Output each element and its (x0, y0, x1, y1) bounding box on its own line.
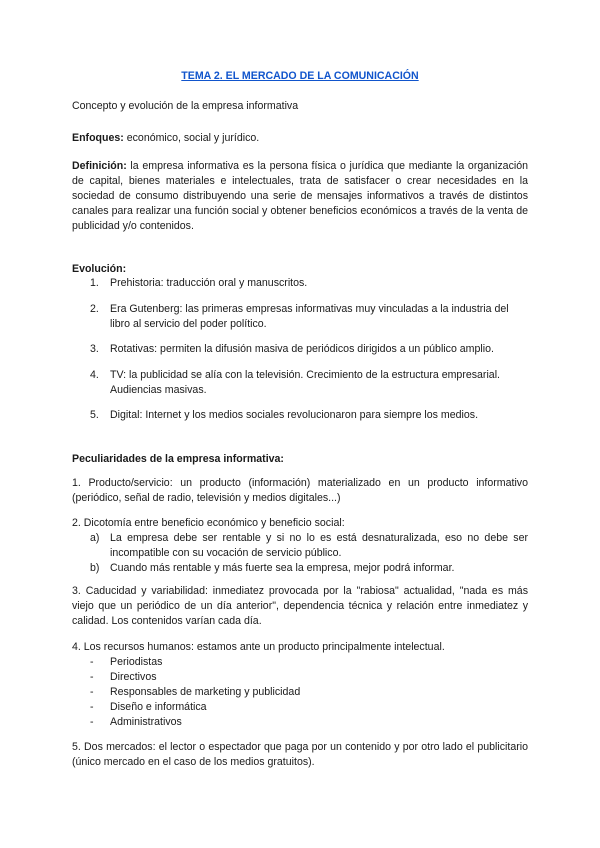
peculiaridad-5: 5. Dos mercados: el lector o espectador que paga por un contenido y por otro lado el publicitario (único mercado en el caso de los medios gratuitos). (72, 741, 528, 768)
definicion-paragraph (72, 159, 528, 234)
list-marker: - (90, 671, 94, 683)
list-text: Responsables de marketing y publicidad (110, 686, 301, 698)
section-subtitle: Concepto y evolución de la empresa informativa (72, 100, 299, 112)
definicion-text: la empresa informativa es la persona física o jurídica que mediante la organización de capital, bienes materiales e intelectuales, trata de satisfacer o crear necesidades en la sociedad de consumo distribuyendo una serie de mensajes informativos a través de distintos canales para realizar una función social y obtener beneficios económicos a través de la venta de publicidad y/o contenidos. (72, 160, 528, 232)
list-marker: b) (90, 562, 100, 574)
list-marker: - (90, 686, 94, 698)
evolucion-heading (72, 262, 528, 277)
list-text: Era Gutenberg: las primeras empresas informativas muy vinculadas a la industria del libro al servicio del poder político. (110, 303, 509, 330)
list-marker: a) (90, 532, 100, 544)
list-text: Periodistas (110, 656, 163, 668)
list-text: Diseño e informática (110, 701, 207, 713)
list-text: La empresa debe ser rentable y si no lo es está desnaturalizada, eso no debe ser incompatible con su vocación de servicio público. (110, 532, 528, 559)
peculiaridad-3: 3. Caducidad y variabilidad: inmediatez provocada por la "rabiosa" actualidad, "nada es más viejo que un periódico de un día anterior", dependencia técnica y relación entre inmediatez y calidad. Los contenidos varían cada día. (72, 585, 528, 627)
peculiaridad-4: 4. Los recursos humanos: estamos ante un producto principalmente intelectual. (72, 641, 445, 653)
peculiaridad-2: 2. Dicotomía entre beneficio económico y beneficio social: (72, 517, 345, 529)
list-marker: - (90, 656, 94, 668)
peculiaridad-1: 1. Producto/servicio: un producto (información) materializado en un producto informativo (periódico, señal de radio, televisión y medios digitales...) (72, 477, 528, 504)
list-number: 4. (90, 369, 99, 381)
list-number: 3. (90, 343, 99, 355)
evolucion-heading-text: Evolución: (72, 263, 127, 275)
list-text: Administrativos (110, 716, 182, 728)
list-text: Prehistoria: traducción oral y manuscritos. (110, 277, 308, 289)
list-text: TV: la publicidad se alía con la televisión. Crecimiento de la estructura empresarial. Audiencias masivas. (110, 369, 500, 396)
list-text: Rotativas: permiten la difusión masiva de periódicos dirigidos a un público amplio. (110, 343, 494, 355)
document-title: TEMA 2. EL MERCADO DE LA COMUNICACIÓN (181, 70, 419, 82)
list-marker: - (90, 701, 94, 713)
list-number: 2. (90, 303, 99, 315)
list-text: Cuando más rentable y más fuerte sea la empresa, mejor podrá informar. (110, 562, 455, 574)
peculiaridades-heading-text: Peculiaridades de la empresa informativa: (72, 453, 284, 465)
list-number: 1. (90, 277, 99, 289)
definicion-label: Definición: (72, 160, 127, 172)
enfoques-label: Enfoques: (72, 132, 124, 144)
list-text: Digital: Internet y los medios sociales revolucionaron para siempre los medios. (110, 409, 479, 421)
enfoques-text: económico, social y jurídico. (123, 132, 260, 144)
list-text: Directivos (110, 671, 157, 683)
list-marker: - (90, 716, 94, 728)
peculiaridades-heading (72, 452, 528, 467)
list-number: 5. (90, 409, 99, 421)
enfoques-paragraph (72, 131, 528, 146)
